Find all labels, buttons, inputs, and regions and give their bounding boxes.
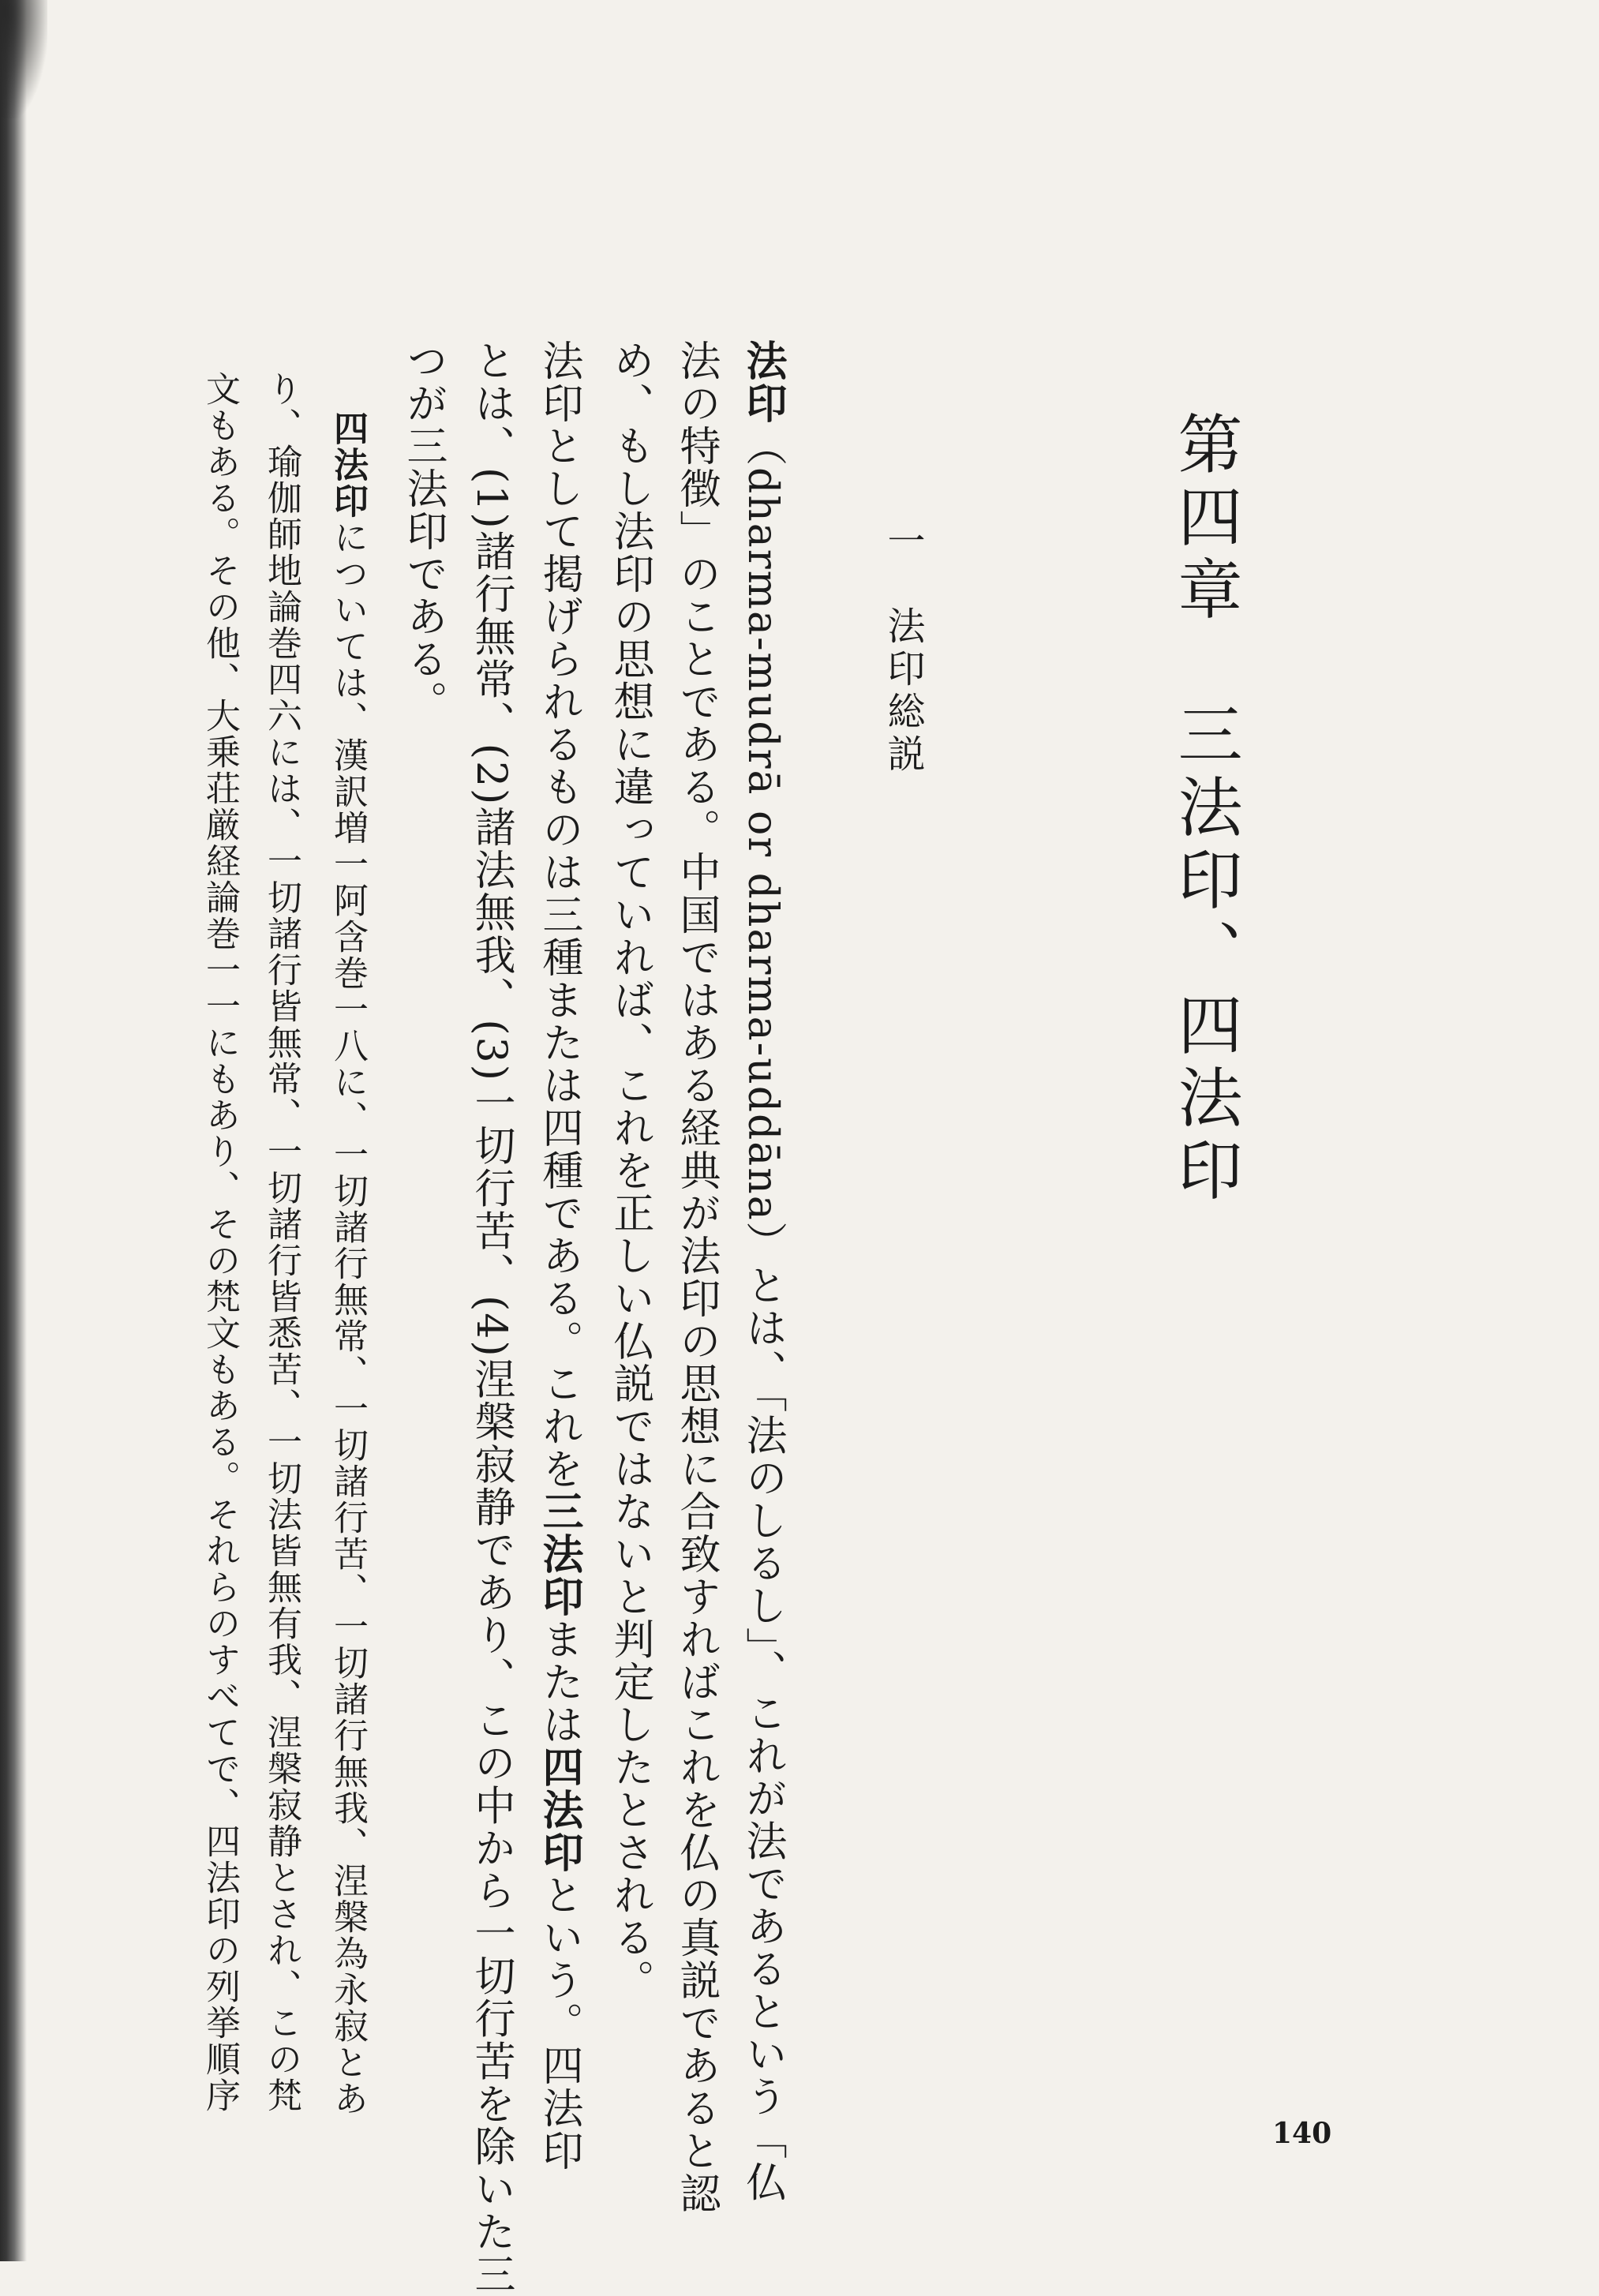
p1-line-4 <box>535 339 583 2172</box>
text-run: または <box>535 1618 582 1746</box>
text-run: については、漢訳増一阿含巻一八に、一切諸行無常、一切諸行苦、一切諸行無我、涅槃為永寂とあ <box>328 519 368 2117</box>
bold-term: 四法印 <box>328 410 368 519</box>
text-run: とは、(1)諸行無常、(2)諸法無我、(3)一切行苦、(4)涅槃寂静であり、この中から一切行苦を除いた三 <box>467 339 515 2296</box>
text-run: （dharma-mudrā or dharma-uddāna）とは、「法のしるし」、これが法であるという「仏 <box>739 425 786 2204</box>
text-run: 法の特徴」のことである。中国ではある経典が法印の思想に合致すればこれを仏の真説であると認 <box>672 339 720 2215</box>
bold-term: 法印 <box>739 339 787 425</box>
text-run: 法印として掲げられるものは三種または四種である。これを <box>535 339 582 1490</box>
bold-term: 三法印 <box>535 1490 583 1618</box>
p1-line-5 <box>467 339 515 2296</box>
text-run: り、瑜伽師地論巻四六には、一切諸行皆無常、一切諸行皆悉苦、一切法皆無有我、涅槃寂静とされ、この梵 <box>261 371 301 2114</box>
bold-term: 四法印 <box>535 1746 583 1874</box>
text-run: め、もし法印の思想に違っていれば、これを正しい仏説ではないと判定したとされる。 <box>606 339 653 2002</box>
p1-line-2 <box>672 339 720 2215</box>
p2-line-2 <box>261 371 301 2114</box>
p1-line-6 <box>399 339 447 723</box>
p1-line-1 <box>739 339 787 2204</box>
page-edge-shadow <box>0 0 27 2261</box>
page-number: 140 <box>1272 2117 1332 2150</box>
chapter-title: 第四章 三法印、四法印 <box>1167 410 1242 1209</box>
corner-smudge <box>0 0 47 118</box>
p1-line-3 <box>606 339 653 2002</box>
section-title: 一 法印総説 <box>881 521 925 777</box>
p2-line-3 <box>200 371 240 2114</box>
text-run: 文もある。その他、大乗荘厳経論巻一一にもあり、その梵文もある。それらのすべてで、四法印の列挙順序 <box>200 371 240 2114</box>
p2-line-1 <box>328 410 368 2117</box>
text-run: つが三法印である。 <box>399 339 447 723</box>
text-run: という。四法印 <box>535 1874 582 2172</box>
